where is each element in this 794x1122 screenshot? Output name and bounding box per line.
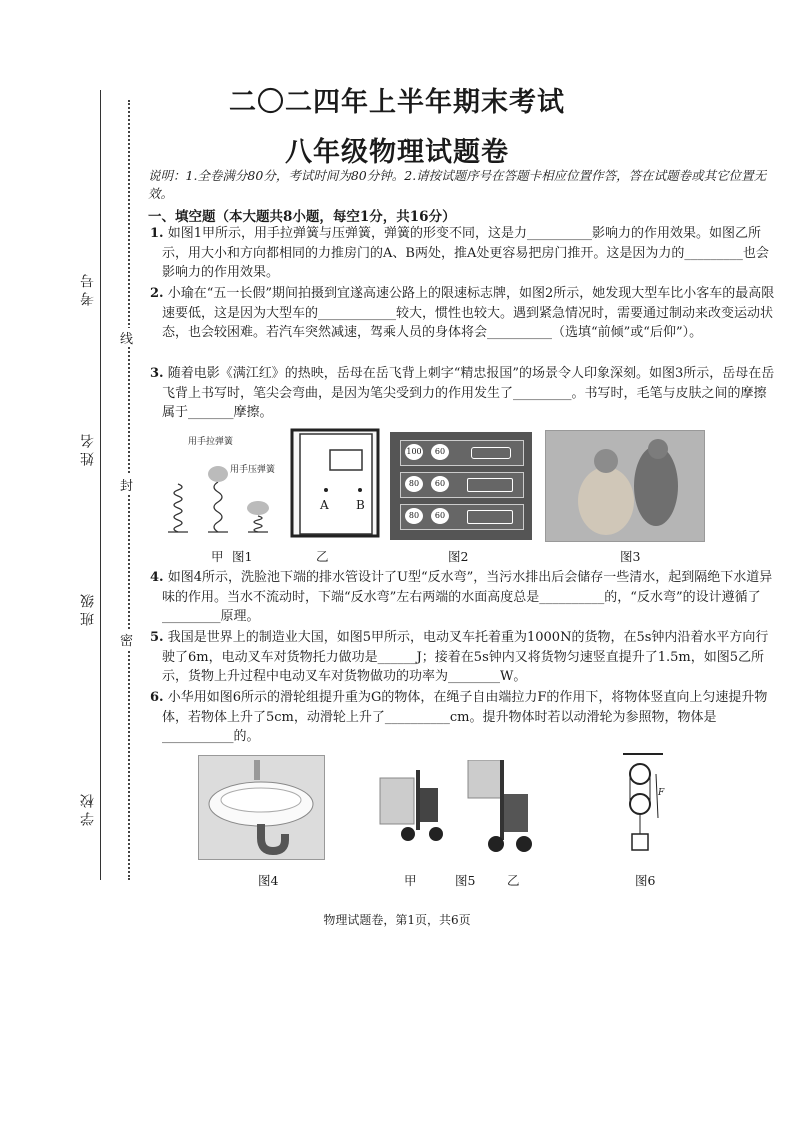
speed-limit-min: 60 bbox=[431, 476, 449, 492]
question-text: 我国是世界上的制造业大国，如图5甲所示，电动叉车托着重为1000N的货物，在5s钟内沿着水平方向行驶了6m，电动叉车对货物托力做功是______J；接着在5s钟内又将货物匀速竖直提升了1.5m，如图5乙所示，货物上升过程中电动叉车对货物做功的功率为________W。 bbox=[162, 630, 769, 684]
figure-1-springs bbox=[158, 432, 278, 540]
fig6-caption: 图6 bbox=[635, 873, 656, 888]
springs-illustration bbox=[158, 432, 278, 540]
figure-6-pulley bbox=[618, 752, 668, 857]
question-2 bbox=[150, 284, 778, 343]
speed-limit-car: 100 bbox=[405, 444, 423, 460]
question-5 bbox=[150, 628, 778, 687]
speed-sign-row bbox=[400, 440, 524, 466]
question-number: 4. bbox=[150, 570, 164, 585]
hand-icon bbox=[247, 501, 269, 515]
exam-title: 二〇二四年上半年期末考试 bbox=[229, 87, 565, 118]
figure-5-forklifts bbox=[378, 760, 538, 860]
question-6 bbox=[150, 688, 778, 747]
speed-sign-row bbox=[400, 472, 524, 498]
question-1 bbox=[150, 224, 778, 283]
section-heading: 一、填空题（本大题共8小题，每空1分，共16分） bbox=[148, 209, 456, 225]
speed-limit-min: 60 bbox=[431, 444, 449, 460]
question-number: 3. bbox=[150, 366, 164, 381]
pulley-illustration bbox=[618, 752, 668, 857]
question-number: 2. bbox=[150, 286, 164, 301]
calligraphy-scene-illustration bbox=[546, 431, 704, 541]
speed-limit-bus: 80 bbox=[405, 476, 423, 492]
fig4-caption: 图4 bbox=[258, 873, 279, 888]
question-4 bbox=[150, 568, 778, 627]
forklift-illustration bbox=[378, 760, 538, 860]
figure-2-speed-signs bbox=[390, 432, 532, 540]
fig3-caption: 图3 bbox=[620, 549, 641, 564]
question-text: 如图1甲所示，用手拉弹簧与压弹簧，弹簧的形变不同，这是力__________影响力的作用效果。如图乙所示，用大小和方向都相同的力推房门的A、B两处，推A处更容易把房门推开。这是因为力的_________也会影响力的作用效果。 bbox=[162, 226, 769, 280]
fig5-right-caption: 乙 bbox=[507, 873, 520, 888]
seal-char-mi: 密 bbox=[120, 630, 133, 649]
seal-char-feng: 封 bbox=[120, 475, 133, 494]
door-point-a: A bbox=[320, 498, 329, 512]
figure-1-door bbox=[290, 428, 382, 540]
class-label: 班级 bbox=[80, 590, 96, 626]
page-footer: 物理试题卷，第1页，共6页 bbox=[323, 913, 471, 927]
seal-char-xian: 线 bbox=[120, 328, 133, 347]
fig1-right-caption: 乙 bbox=[316, 549, 329, 564]
door-illustration bbox=[290, 428, 382, 540]
name-label: 姓名 bbox=[80, 430, 96, 466]
question-number: 6. bbox=[150, 690, 164, 705]
figure-3-painting bbox=[545, 430, 705, 542]
question-number: 1. bbox=[150, 226, 164, 241]
speed-limit-min: 60 bbox=[431, 508, 449, 524]
exam-subtitle: 八年级物理试题卷 bbox=[285, 137, 509, 168]
figure-4-sink bbox=[198, 755, 325, 860]
fig5-caption: 图5 bbox=[455, 873, 476, 888]
door-point-b: B bbox=[356, 498, 365, 512]
force-label: F bbox=[658, 788, 665, 798]
question-number: 5. bbox=[150, 630, 164, 645]
hand-icon bbox=[208, 466, 228, 482]
speed-limit-truck: 80 bbox=[405, 508, 423, 524]
id-label: 考号 bbox=[80, 270, 96, 306]
fig2-caption: 图2 bbox=[448, 549, 469, 564]
sink-illustration bbox=[199, 756, 324, 859]
fig1-caption: 图1 bbox=[232, 549, 253, 564]
speed-sign-row bbox=[400, 504, 524, 530]
car-icon bbox=[471, 447, 511, 459]
question-text: 如图4所示，洗脸池下端的排水管设计了U型“反水弯”，当污水排出后会储存一些清水，起到隔绝下水道异味的作用。当水不流动时，下端“反水弯”左右两端的水面高度总是__________的，“反水弯”的设计遵循了_________原理。 bbox=[162, 570, 773, 624]
instructions: 说明：1.全卷满分80分，考试时间为80分钟。2.请按试题序号在答题卡相应位置作答，答在试题卷或其它位置无效。 bbox=[148, 168, 767, 201]
spring-press-label: 用手压弹簧 bbox=[230, 465, 276, 475]
fig1-left-caption: 甲 bbox=[211, 549, 224, 564]
question-text: 小华用如图6所示的滑轮组提升重为G的物体，在绳子自由端拉力F的作用下，将物体竖直向上匀速提升物体，若物体上升了5cm，动滑轮上升了__________cm。提升物体时若以动滑轮为参照物，物体是___________的。 bbox=[162, 690, 768, 744]
binding-rule bbox=[100, 90, 101, 880]
question-3 bbox=[150, 364, 778, 423]
bus-icon bbox=[467, 478, 513, 492]
spring-pull-label: 用手拉弹簧 bbox=[188, 437, 234, 447]
fig5-left-caption: 甲 bbox=[404, 873, 417, 888]
truck-icon bbox=[467, 510, 513, 524]
question-text: 小瑜在“五一长假”期间拍摄到宜遂高速公路上的限速标志牌，如图2所示，她发现大型车比小客车的最高限速要低，这是因为大型车的____________较大，惯性也较大。遇到紧急情况时，需要通过制动来改变运动状态，也会较困难。若汽车突然减速，驾乘人员的身体将会__________（选填“前倾”或“后仰”）。 bbox=[162, 286, 775, 340]
school-label: 学校 bbox=[80, 790, 96, 826]
question-text: 随着电影《满江红》的热映，岳母在岳飞背上刺字“精忠报国”的场景令人印象深刻。如图3所示，岳母在岳飞背上书写时，笔尖会弯曲，是因为笔尖受到力的作用发生了_________。书写时，毛笔与皮肤之间的摩擦属于_______摩擦。 bbox=[162, 366, 775, 420]
